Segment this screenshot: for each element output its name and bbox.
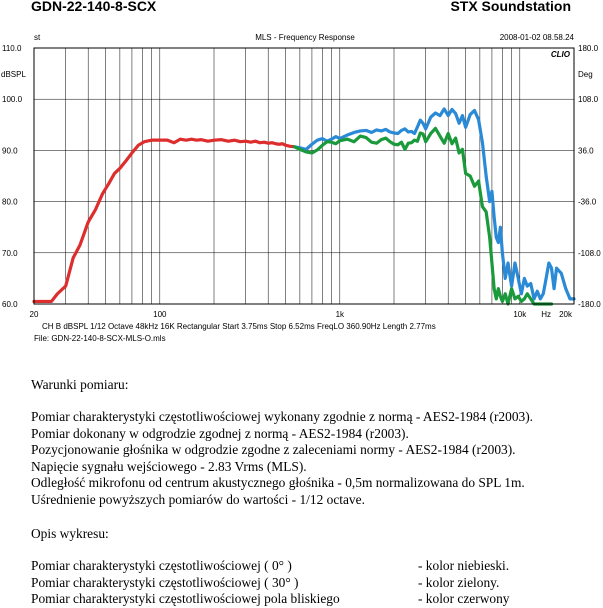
header-right-title: STX Soundstation: [450, 0, 571, 14]
x-tick-label: 100: [153, 310, 167, 319]
y2-tick-label: -108.0: [578, 248, 601, 258]
y2-tick-label: 36.0: [578, 146, 594, 156]
y-tick-label: 70.0: [2, 248, 18, 258]
conditions-line: Napięcie sygnału wejściowego - 2.83 Vrms (MLS).: [31, 458, 307, 474]
conditions-line: Odległość mikrofonu od centrum akustycznego głośnika - 0,5m normalizowana do SPL 1m.: [31, 475, 525, 491]
y-axis-label: dBSPL: [1, 70, 26, 79]
legend-row-green: [31, 575, 591, 592]
legend-color-text: - kolor czerwony: [418, 591, 510, 607]
legend-color-text: - kolor niebieski.: [418, 558, 510, 573]
legend-heading: Opis wykresu:: [31, 526, 109, 541]
conditions-line: Pomiar charakterystyki częstotliwościowej wykonany zgodnie z normą - AES2-1984 (r2003).: [31, 409, 534, 424]
x-tick-label: Hz: [541, 310, 552, 319]
legend-label: Pomiar charakterystyki częstotliwościowej ( 30° ): [31, 574, 299, 590]
header-left-title: GDN-22-140-8-SCX: [31, 0, 157, 14]
conditions-line: Pozycjonowanie głośnika w odgrodzie zgodne z zaleceniami normy - AES2-1984 (r2003).: [31, 442, 516, 458]
chart-series: [34, 109, 574, 304]
y-tick-label: 90.0: [2, 146, 18, 156]
legend-row-blue: [31, 558, 591, 575]
y2-tick-label: -180.0: [578, 300, 601, 309]
x-tick-label: 10k: [513, 310, 527, 319]
chart-top-left-label: st: [34, 33, 41, 42]
y-tick-label: 110.0: [2, 44, 22, 53]
series-line-1: [34, 139, 294, 301]
series-line-2: [294, 109, 574, 299]
conditions-line: Pomiar dokonany w odgrodzie zgodnej z normą - AES2-1984 (r2003).: [31, 425, 409, 441]
y-tick-label: 100.0: [2, 95, 23, 105]
measurement-parameters: CH B dBSPL 1/12 Octave 48kHz 16K Rectangular Start 3.75ms Stop 6.52ms FreqLO 360.90Hz Length 2.77ms: [42, 322, 436, 331]
x-tick-label: 20: [29, 310, 39, 319]
measurement-file: File: GDN-22-140-8-SCX-MLS-O.mls: [34, 334, 166, 343]
legend-label: Pomiar charakterystyki częstotliwościowej ( 0° ): [31, 558, 292, 573]
y2-axis-label: Deg: [578, 70, 593, 79]
clio-logo: CLIO: [550, 50, 570, 59]
conditions-line: Uśrednienie powyższych pomiarów do wartości - 1/12 octave.: [31, 491, 365, 507]
x-tick-label: 20k: [559, 310, 572, 319]
conditions-heading: Warunki pomiaru:: [31, 377, 129, 392]
chart-title: MLS - Frequency Response: [255, 33, 355, 42]
legend-color-text: - kolor zielony.: [418, 574, 500, 590]
legend-row-red: [31, 591, 591, 608]
chart-timestamp: 2008-01-02 08.58.24: [499, 33, 574, 42]
y2-tick-label: 108.0: [578, 95, 599, 105]
y-tick-label: 60.0: [2, 300, 18, 309]
legend-label: Pomiar charakterystyki częstotliwościowej pola bliskiego: [31, 591, 340, 607]
y-tick-label: 80.0: [2, 197, 18, 207]
conditions-list: [31, 409, 533, 509]
x-tick-label: 1k: [335, 310, 345, 319]
y2-tick-label: -36.0: [578, 197, 597, 207]
y2-tick-label: 180.0: [578, 44, 599, 53]
legend-list: [31, 558, 591, 608]
